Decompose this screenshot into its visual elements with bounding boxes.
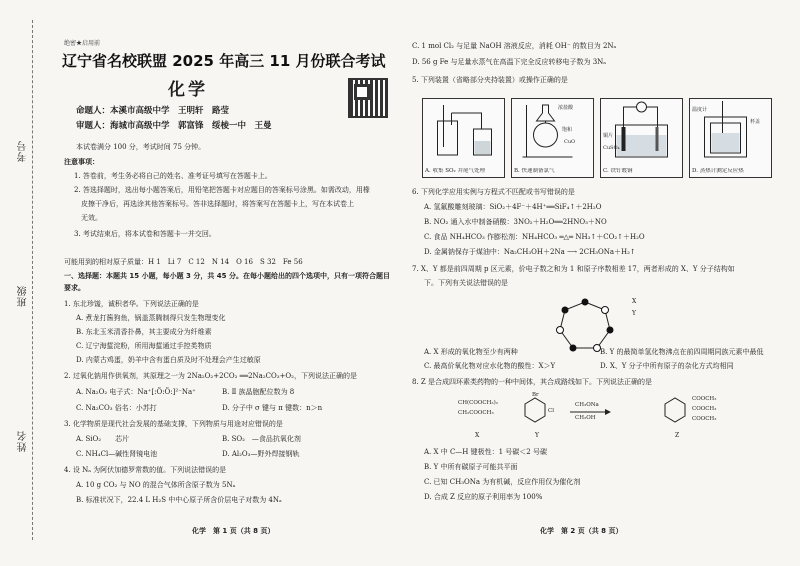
name-label: 姓名 — [18, 430, 29, 452]
option: D. 56 g Fe 与足量水蒸气在高温下完全反应转移电子数为 3Nₐ — [412, 58, 606, 66]
reagent-label: 饱和 — [562, 127, 573, 133]
option: A. X 中 C—H 键极性：1 号碳＜2 号碳 — [424, 448, 547, 456]
option: B. NO₂ 通入水中制备硝酸：3NO₂＋H₂O══2HNO₃＋NO — [424, 218, 607, 226]
formula-text: CH(COOCH₃)₂ — [458, 400, 498, 406]
figure-a — [422, 98, 505, 178]
reagent-below-arrow: CH₃OH — [575, 415, 596, 421]
option: A. 氢氟酸雕刻玻璃：SiO₂＋4F⁻＋4H⁺══SiF₄↑＋2H₂O — [424, 203, 602, 211]
xy-molecule-structure — [550, 296, 620, 356]
option: A. SiO₂ 芯片 — [76, 435, 130, 443]
reagent-label: CuO — [564, 139, 576, 145]
option: D. Al₂O₃—野外焊接钢轨 — [222, 450, 300, 458]
formula-text: COOCH₃ — [692, 406, 717, 412]
reagent-label: 浓盐酸 — [558, 105, 574, 111]
formula-text: Br — [532, 392, 539, 398]
question-3: 3. 化学物质是现代社会发展的基础支撑，下列物质与用途对应错误的是 — [64, 420, 283, 428]
formula-text: COOCH₃ — [692, 416, 717, 422]
page-2-column — [410, 0, 785, 566]
qr-code — [348, 78, 388, 118]
question-8: 8. Z 是合成四环素类药物的一种中间体，其合成路线如下。下列说法正确的是 — [412, 378, 652, 386]
option: B. 标准状况下，22.4 L H₂S 中中心原子所含价层电子对数为 4Nₐ — [76, 496, 282, 504]
option: D. 金属钠保存于煤油中：Na₂CH₃OH＋2Na ⟶ 2CH₃ONa＋H₂↑ — [424, 248, 636, 256]
section-instructions-cont: 要求。 — [64, 284, 85, 292]
question-4: 4. 设 Nₐ 为阿伏加德罗常数的值。下列说法错误的是 — [64, 466, 227, 474]
cut-line — [32, 20, 33, 540]
option: C. NH₄Cl—碱性肾镜电池 — [76, 450, 158, 458]
figure-c — [600, 98, 683, 178]
question-5: 5. 下列装置（省略部分夹持装置）或操作正确的是 — [412, 76, 568, 84]
binding-margin — [0, 0, 62, 566]
compound-label-y: Y — [535, 432, 539, 439]
exam-number-label: 考号 — [18, 140, 29, 162]
figure-d — [689, 98, 772, 178]
option: B. Ⅱ 族晶胞配位数为 8 — [222, 388, 295, 396]
figure-b-caption: B. 快速制备氯气 — [514, 167, 555, 174]
figure-c-caption: C. 铁钉镀铜 — [603, 167, 633, 174]
option: B. 东北玉米清香扑鼻，其主要成分为纤维素 — [76, 328, 212, 336]
notice-item: 皮擦干净后，再选涂其他答案标号。答非选择题时，将答案写在答题卡上，写在本试卷上 — [74, 200, 354, 208]
option: B. SO₂ —食品抗氧化剂 — [222, 435, 301, 443]
question-2: 2. 过氧化钠用作供氧剂，其原理之一为 2Na₂O₂+2CO₂ ══2Na₂CO₃+O₂，下列说法正确的是 — [64, 372, 357, 380]
option: C. 食品 NH₄HCO₃ 作膨松剂：NH₄HCO₃ ═△═ NH₃↑＋CO₂↑＋H₂O — [424, 233, 645, 241]
lid-label: 杯盖 — [750, 119, 761, 125]
page-footer: 化学 第 1 页（共 8 页） — [192, 527, 275, 535]
plating-cell-drawing — [601, 99, 682, 164]
formula-text: COOCH₃ — [692, 396, 717, 402]
electrolyte-label: CuSO₄ — [603, 145, 620, 151]
reviewer-line: 审题人：海城市高级中学 郭富锋 绥棱一中 王曼 — [76, 121, 272, 131]
atomic-masses: 可能用到的相对原子质量：H 1 Li 7 C 12 N 14 O 16 S 32 Fe 56 — [64, 258, 303, 266]
figure-b — [511, 98, 594, 178]
notice-item: 1. 答卷前，考生务必将自己的姓名、准考证号填写在答题卡上。 — [74, 172, 272, 180]
option: B. Y 中所有碳原子可能共平面 — [424, 463, 518, 471]
thermometer-label: 温度计 — [692, 107, 708, 113]
compound-label-z: Z — [675, 432, 680, 439]
question-7-cont: 下。下列有关说法错误的是 — [424, 279, 508, 287]
gas-bottle-drawing — [423, 99, 504, 164]
formula-text: CH₂COOCH₃ — [458, 410, 494, 416]
question-7: 7. X、Y 都是前四周期 p 区元素，价电子数之和为 1 和原子序数相差 17，两者形成的 X、Y 分子结构如 — [412, 265, 735, 273]
atom-legend-x: X — [632, 298, 637, 305]
notice-heading: 注意事项： — [64, 158, 99, 166]
option: C. 辽宁海蜇淀粉，所用海蜇通过手控类物质 — [76, 342, 212, 350]
option: D. 合成 Z 反应的原子利用率为 100% — [424, 493, 543, 501]
figure-d-caption: D. 蒸热计测定反应热 — [692, 167, 744, 174]
electrode-label: 铜片 — [603, 133, 614, 139]
apparatus-figures — [422, 98, 772, 178]
option: C. Na₂CO₃ 俗名：小苏打 — [76, 404, 157, 412]
option: A. Na₂O₂ 电子式：Na⁺[:Ö:Ö:]²⁻Na⁺ — [76, 388, 196, 396]
formula-text: Cl — [548, 408, 554, 414]
page-1-column — [62, 0, 392, 566]
page-footer: 化学 第 2 页（共 8 页） — [540, 527, 623, 535]
option: A. X 形成的氧化物至少有两种 — [424, 348, 518, 356]
option: B. Y 的最简单氢化物沸点在前四周期同族元素中最低 — [600, 348, 764, 356]
timing-note: 本试卷满分 100 分，考试时间 75 分钟。 — [76, 143, 206, 151]
option: C. 1 mol Cl₂ 与足量 NaOH 溶液反应，消耗 OH⁻ 的数目为 2Nₐ — [412, 42, 617, 50]
secret-mark: 绝密★启用前 — [64, 40, 101, 47]
synthesis-route — [430, 392, 770, 442]
option: C. 已知 CH₃ONa 为有机碱，反应作用仅为催化剂 — [424, 478, 581, 486]
notice-item: 2. 答选择题时，选出每小题答案后，用铅笔把答题卡对应题目的答案标号涂黑。如需改动，用橡 — [74, 186, 370, 194]
reagent-above-arrow: CH₃ONa — [575, 402, 599, 408]
figure-a-caption: A. 收集 SO₂ 并尾气处理 — [425, 167, 485, 174]
option: D. X、Y 分子中所有原子的杂化方式均相同 — [600, 362, 734, 370]
option: A. 煮龙打酱狗鱼，锅盖蒸腾制得只发生物理变化 — [76, 314, 226, 322]
setter-line: 命题人：本溪市高级中学 王明轩 路莹 — [76, 106, 230, 116]
compound-label-x: X — [475, 432, 480, 439]
question-1: 1. 东北珍馐，诚积者华。下列说法正确的是 — [64, 300, 199, 308]
question-6: 6. 下列化学应用实例与方程式不匹配或书写错误的是 — [412, 188, 575, 196]
class-label: 班级 — [18, 285, 29, 307]
option: C. 最高价氧化物对应水化物的酸性：X＞Y — [424, 362, 556, 370]
chlorine-setup-drawing — [512, 99, 593, 164]
subject-heading: 化学 — [168, 80, 208, 100]
option: A. 10 g CO₂ 与 NO 的混合气体所含原子数为 5Nₐ — [76, 481, 236, 489]
section-instructions: 一、选择题：本题共 15 小题，每小题 3 分，共 45 分。在每小题给出的四个选项中，只有一项符合题目 — [64, 272, 390, 280]
notice-item: 3. 考试结束后，将本试卷和答题卡一并交回。 — [74, 230, 216, 238]
exam-title: 辽宁省名校联盟 2025 年高三 11 月份联合考试 — [62, 52, 386, 70]
option: D. 分子中 σ 键与 π 键数：n＞n — [222, 404, 323, 412]
notice-item: 无效。 — [74, 214, 102, 222]
atom-legend-y: Y — [632, 310, 636, 317]
option: D. 内蒙古鸡蛋，奶羊中含有蛋白质及时不处理会产生过敏原 — [76, 356, 261, 364]
